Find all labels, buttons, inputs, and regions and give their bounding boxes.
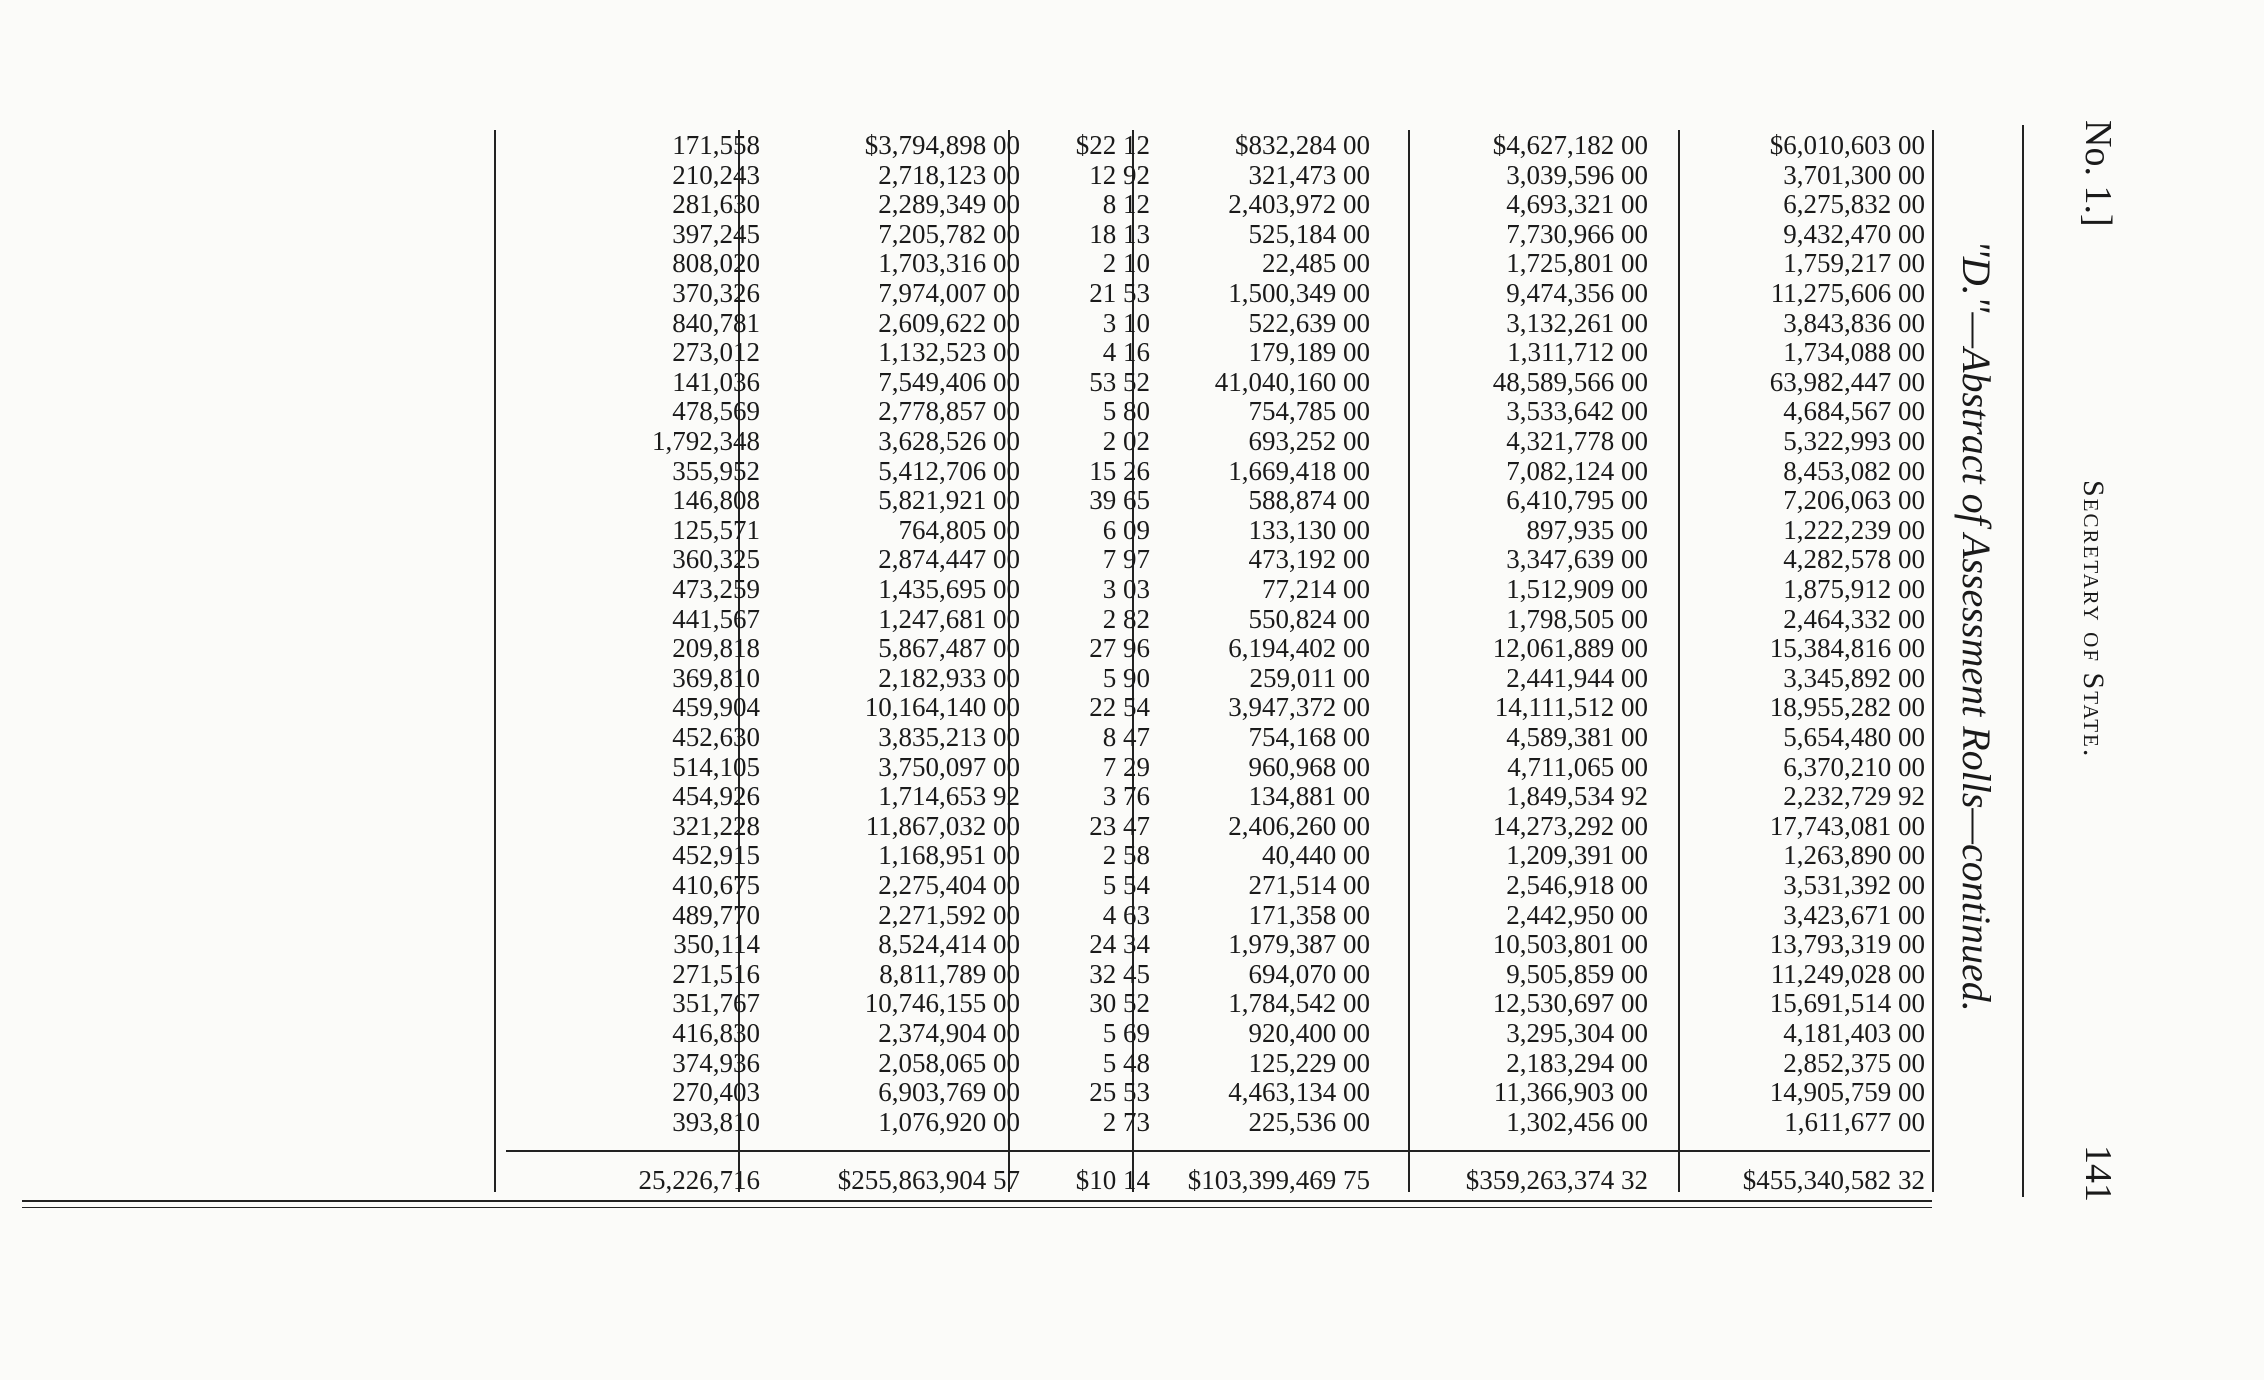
table-row xyxy=(50,189,1940,219)
per-acre-cell: 3 03 xyxy=(1102,574,1150,604)
per-acre-cell: 53 52 xyxy=(1089,366,1150,397)
table-row xyxy=(50,1018,1940,1048)
running-head: Secretary of State. xyxy=(2077,480,2110,759)
table-row xyxy=(50,456,1940,486)
land-value-cell: 11,867,032 00 xyxy=(865,810,1020,841)
land-value-cell: 2,182,933 00 xyxy=(878,662,1020,693)
equalized-value-cell: 13,793,319 00 xyxy=(1769,929,1925,960)
equalized-value-cell: 1,263,890 00 xyxy=(1783,840,1925,871)
table-row xyxy=(50,663,1940,693)
per-acre-cell: 7 29 xyxy=(1102,751,1150,782)
personal-property-cell: 134,881 00 xyxy=(1248,781,1370,812)
equalized-value-cell: 5,654,480 00 xyxy=(1783,722,1925,752)
acres-cell: 210,243 xyxy=(672,159,760,190)
personal-property-cell: 133,130 00 xyxy=(1248,514,1370,545)
total-valuation-cell: 1,311,712 00 xyxy=(1507,337,1648,368)
land-value-cell: 2,289,349 00 xyxy=(878,189,1020,220)
acres-cell: 452,915 xyxy=(672,840,760,871)
per-acre-cell: 8 12 xyxy=(1102,189,1150,220)
personal-property-cell: $832,284 00 xyxy=(1235,130,1370,160)
table-row xyxy=(50,692,1940,722)
equalized-value-cell: 5,322,993 00 xyxy=(1783,426,1925,456)
personal-property-cell: 1,784,542 00 xyxy=(1228,988,1370,1019)
per-acre-cell: 39 65 xyxy=(1089,485,1150,516)
equalized-value-cell: 15,691,514 00 xyxy=(1769,988,1925,1019)
acres-cell: 514,105 xyxy=(672,751,760,782)
table-row xyxy=(50,988,1940,1018)
land-value-cell: $3,794,898 00 xyxy=(864,130,1020,160)
table-row xyxy=(50,752,1940,782)
equalized-value-cell: 2,852,375 00 xyxy=(1783,1047,1925,1078)
acres-cell: 271,516 xyxy=(672,958,760,989)
personal-property-cell: 179,189 00 xyxy=(1248,337,1370,368)
personal-property-cell: 1,979,387 00 xyxy=(1228,929,1370,960)
total-valuation-cell: 3,039,596 00 xyxy=(1506,159,1648,190)
personal-property-cell: 1,669,418 00 xyxy=(1228,455,1370,486)
personal-property-cell: 693,252 00 xyxy=(1248,426,1370,456)
per-acre-cell: 3 76 xyxy=(1102,781,1150,812)
equalized-value-cell: 1,734,088 00 xyxy=(1783,337,1925,368)
bottom-rule xyxy=(22,1207,1932,1208)
acres-cell: 840,781 xyxy=(672,307,760,338)
total-valuation-cell: 3,533,642 00 xyxy=(1506,396,1648,427)
total-valuation-cell: 2,441,944 00 xyxy=(1506,662,1648,693)
table-row xyxy=(50,308,1940,338)
acres-cell: 808,020 xyxy=(672,248,760,279)
total-equalized: $455,340,582 32 xyxy=(1742,1165,1925,1195)
table-row xyxy=(50,396,1940,426)
acres-cell: 355,952 xyxy=(672,455,760,486)
personal-property-cell: 6,194,402 00 xyxy=(1228,633,1370,664)
personal-property-cell: 125,229 00 xyxy=(1248,1047,1370,1078)
total-valuation-cell: 1,302,456 00 xyxy=(1506,1106,1648,1137)
total-row xyxy=(50,1165,1940,1195)
personal-property-cell: 522,639 00 xyxy=(1248,307,1370,338)
acres-cell: 459,904 xyxy=(672,692,760,723)
equalized-value-cell: 6,370,210 00 xyxy=(1783,751,1925,782)
acres-cell: 393,810 xyxy=(672,1106,760,1137)
acres-cell: 370,326 xyxy=(672,278,760,308)
land-value-cell: 5,867,487 00 xyxy=(878,633,1020,664)
land-value-cell: 1,435,695 00 xyxy=(878,574,1020,604)
per-acre-cell: 30 52 xyxy=(1089,988,1150,1019)
per-acre-cell: 2 58 xyxy=(1102,840,1150,871)
acres-cell: 489,770 xyxy=(672,899,760,930)
land-value-cell: 6,903,769 00 xyxy=(878,1077,1020,1108)
total-valuation-cell: 12,061,889 00 xyxy=(1492,633,1648,664)
land-value-cell: 2,275,404 00 xyxy=(878,870,1020,900)
personal-property-cell: 754,785 00 xyxy=(1248,396,1370,427)
acres-cell: 478,569 xyxy=(672,396,760,427)
land-value-cell: 5,821,921 00 xyxy=(878,485,1020,516)
table-row xyxy=(50,633,1940,663)
acres-cell: 360,325 xyxy=(672,544,760,575)
total-valuation-cell: 7,082,124 00 xyxy=(1506,455,1648,486)
equalized-value-cell: 18,955,282 00 xyxy=(1769,692,1925,723)
table-row xyxy=(50,219,1940,249)
personal-property-cell: 550,824 00 xyxy=(1248,603,1370,634)
per-acre-cell: 15 26 xyxy=(1089,455,1150,486)
total-valuation-cell: 14,111,512 00 xyxy=(1494,692,1648,723)
table-row xyxy=(50,840,1940,870)
equalized-value-cell: 3,531,392 00 xyxy=(1783,870,1925,900)
personal-property-cell: 271,514 00 xyxy=(1248,870,1370,900)
equalized-value-cell: 7,206,063 00 xyxy=(1783,485,1925,516)
equalized-value-cell: $6,010,603 00 xyxy=(1769,130,1925,160)
per-acre-cell: 4 16 xyxy=(1102,337,1150,368)
table-row xyxy=(50,1107,1940,1137)
land-value-cell: 2,374,904 00 xyxy=(878,1018,1020,1048)
per-acre-cell: 12 92 xyxy=(1089,159,1150,190)
land-value-cell: 3,750,097 00 xyxy=(878,751,1020,782)
land-value-cell: 1,132,523 00 xyxy=(878,337,1020,368)
table-row xyxy=(50,278,1940,308)
total-valuation-cell: 3,132,261 00 xyxy=(1506,307,1648,338)
personal-property-cell: 77,214 00 xyxy=(1262,574,1370,604)
equalized-value-cell: 11,249,028 00 xyxy=(1770,958,1925,989)
acres-cell: 452,630 xyxy=(672,722,760,752)
acres-cell: 374,936 xyxy=(672,1047,760,1078)
equalized-value-cell: 11,275,606 00 xyxy=(1770,278,1925,308)
equalized-value-cell: 1,611,677 00 xyxy=(1784,1106,1925,1137)
land-value-cell: 10,746,155 00 xyxy=(864,988,1020,1019)
personal-property-cell: 321,473 00 xyxy=(1248,159,1370,190)
table-row xyxy=(50,1048,1940,1078)
total-valuation-cell: 6,410,795 00 xyxy=(1506,485,1648,516)
land-value-cell: 7,549,406 00 xyxy=(878,366,1020,397)
total-valuation-cell: 2,183,294 00 xyxy=(1506,1047,1648,1078)
total-valuation-cell: 2,546,918 00 xyxy=(1506,870,1648,900)
total-valuation-cell: 1,798,505 00 xyxy=(1506,603,1648,634)
equalized-value-cell: 2,464,332 00 xyxy=(1783,603,1925,634)
acres-cell: 273,012 xyxy=(672,337,760,368)
per-acre-cell: 8 47 xyxy=(1102,722,1150,752)
total-valuation-cell: $4,627,182 00 xyxy=(1492,130,1648,160)
per-acre-cell: 5 48 xyxy=(1102,1047,1150,1078)
personal-property-cell: 2,406,260 00 xyxy=(1228,810,1370,841)
per-acre-cell: 32 45 xyxy=(1089,958,1150,989)
land-value-cell: 1,247,681 00 xyxy=(878,603,1020,634)
per-acre-cell: 24 34 xyxy=(1089,929,1150,960)
total-valuation-cell: 1,849,534 92 xyxy=(1506,781,1648,812)
land-value-cell: 2,718,123 00 xyxy=(878,159,1020,190)
total-valuation-cell: 9,505,859 00 xyxy=(1506,958,1648,989)
total-valuation-cell: 1,209,391 00 xyxy=(1506,840,1648,871)
table-row xyxy=(50,160,1940,190)
table-row xyxy=(50,426,1940,456)
per-acre-cell: 5 69 xyxy=(1102,1018,1150,1048)
acres-cell: 171,558 xyxy=(672,130,760,160)
equalized-value-cell: 9,432,470 00 xyxy=(1783,218,1925,249)
land-value-cell: 3,835,213 00 xyxy=(878,722,1020,752)
total-valuation-cell: 7,730,966 00 xyxy=(1506,218,1648,249)
land-value-cell: 8,524,414 00 xyxy=(878,929,1020,960)
per-acre-cell: 6 09 xyxy=(1102,514,1150,545)
per-acre-cell: 2 02 xyxy=(1102,426,1150,456)
personal-property-cell: 588,874 00 xyxy=(1248,485,1370,516)
table-row xyxy=(50,485,1940,515)
personal-property-cell: 694,070 00 xyxy=(1248,958,1370,989)
per-acre-cell: 18 13 xyxy=(1089,218,1150,249)
equalized-value-cell: 1,875,912 00 xyxy=(1783,574,1925,604)
equalized-value-cell: 63,982,447 00 xyxy=(1769,366,1925,397)
total-land-value: $255,863,904 57 xyxy=(837,1165,1020,1195)
total-valuation-cell: 4,693,321 00 xyxy=(1506,189,1648,220)
equalized-value-cell: 3,345,892 00 xyxy=(1783,662,1925,693)
total-per-acre: $10 14 xyxy=(1075,1165,1150,1195)
acres-cell: 1,792,348 xyxy=(652,426,760,456)
land-value-cell: 8,811,789 00 xyxy=(879,958,1020,989)
personal-property-cell: 920,400 00 xyxy=(1248,1018,1370,1048)
personal-property-cell: 960,968 00 xyxy=(1248,751,1370,782)
per-acre-cell: 5 54 xyxy=(1102,870,1150,900)
equalized-value-cell: 8,453,082 00 xyxy=(1783,455,1925,486)
table-row xyxy=(50,900,1940,930)
acres-cell: 351,767 xyxy=(672,988,760,1019)
acres-cell: 125,571 xyxy=(672,514,760,545)
per-acre-cell: 2 82 xyxy=(1102,603,1150,634)
table-row xyxy=(50,574,1940,604)
equalized-value-cell: 3,701,300 00 xyxy=(1783,159,1925,190)
acres-cell: 270,403 xyxy=(672,1077,760,1108)
land-value-cell: 5,412,706 00 xyxy=(878,455,1020,486)
equalized-value-cell: 15,384,816 00 xyxy=(1769,633,1925,664)
personal-property-cell: 4,463,134 00 xyxy=(1228,1077,1370,1108)
equalized-value-cell: 4,181,403 00 xyxy=(1783,1018,1925,1048)
document-number: No. 1.] xyxy=(2077,120,2119,227)
land-value-cell: 1,168,951 00 xyxy=(878,840,1020,871)
land-value-cell: 764,805 00 xyxy=(898,514,1020,545)
per-acre-cell: 3 10 xyxy=(1102,307,1150,338)
land-value-cell: 7,974,007 00 xyxy=(878,278,1020,308)
table-row xyxy=(50,544,1940,574)
land-value-cell: 1,714,653 92 xyxy=(878,781,1020,812)
total-valuation-cell: 3,347,639 00 xyxy=(1506,544,1648,575)
acres-cell: 146,808 xyxy=(672,485,760,516)
acres-cell: 441,567 xyxy=(672,603,760,634)
per-acre-cell: $22 12 xyxy=(1075,130,1150,160)
table-row xyxy=(50,515,1940,545)
outer-rule xyxy=(2022,125,2024,1197)
acres-cell: 454,926 xyxy=(672,781,760,812)
personal-property-cell: 525,184 00 xyxy=(1248,218,1370,249)
table-row xyxy=(50,811,1940,841)
total-valuation-cell: 4,589,381 00 xyxy=(1506,722,1648,752)
per-acre-cell: 7 97 xyxy=(1102,544,1150,575)
per-acre-cell: 2 10 xyxy=(1102,248,1150,279)
equalized-value-cell: 6,275,832 00 xyxy=(1783,189,1925,220)
personal-property-cell: 754,168 00 xyxy=(1248,722,1370,752)
personal-property-cell: 3,947,372 00 xyxy=(1228,692,1370,723)
land-value-cell: 2,874,447 00 xyxy=(878,544,1020,575)
personal-property-cell: 2,403,972 00 xyxy=(1228,189,1370,220)
total-valuation-cell: 48,589,566 00 xyxy=(1492,366,1648,397)
page-number: 141 xyxy=(2077,1145,2119,1202)
table-row xyxy=(50,604,1940,634)
table-row xyxy=(50,722,1940,752)
table-row xyxy=(50,870,1940,900)
total-valuation-cell: 14,273,292 00 xyxy=(1492,810,1648,841)
total-personal: $103,399,469 75 xyxy=(1187,1165,1370,1195)
acres-cell: 473,259 xyxy=(672,574,760,604)
land-value-cell: 1,076,920 00 xyxy=(878,1106,1020,1137)
acres-cell: 410,675 xyxy=(672,870,760,900)
table-row xyxy=(50,929,1940,959)
equalized-value-cell: 4,282,578 00 xyxy=(1783,544,1925,575)
per-acre-cell: 21 53 xyxy=(1089,278,1150,308)
equalized-value-cell: 14,905,759 00 xyxy=(1769,1077,1925,1108)
total-total: $359,263,374 32 xyxy=(1465,1165,1648,1195)
personal-property-cell: 41,040,160 00 xyxy=(1214,366,1370,397)
equalized-value-cell: 3,423,671 00 xyxy=(1783,899,1925,930)
acres-cell: 209,818 xyxy=(672,633,760,664)
total-rule xyxy=(506,1150,1930,1152)
acres-cell: 397,245 xyxy=(672,218,760,249)
bottom-rule xyxy=(22,1200,1932,1202)
total-valuation-cell: 10,503,801 00 xyxy=(1492,929,1648,960)
equalized-value-cell: 1,759,217 00 xyxy=(1783,248,1925,279)
equalized-value-cell: 17,743,081 00 xyxy=(1769,810,1925,841)
total-valuation-cell: 3,295,304 00 xyxy=(1506,1018,1648,1048)
land-value-cell: 2,058,065 00 xyxy=(878,1047,1020,1078)
acres-cell: 281,630 xyxy=(672,189,760,220)
per-acre-cell: 5 90 xyxy=(1102,662,1150,693)
total-valuation-cell: 1,725,801 00 xyxy=(1506,248,1648,279)
acres-cell: 350,114 xyxy=(673,929,760,960)
per-acre-cell: 5 80 xyxy=(1102,396,1150,427)
total-valuation-cell: 2,442,950 00 xyxy=(1506,899,1648,930)
per-acre-cell: 2 73 xyxy=(1102,1106,1150,1137)
table-row xyxy=(50,337,1940,367)
per-acre-cell: 22 54 xyxy=(1089,692,1150,723)
total-valuation-cell: 4,321,778 00 xyxy=(1506,426,1648,456)
acres-cell: 369,810 xyxy=(672,662,760,693)
personal-property-cell: 473,192 00 xyxy=(1248,544,1370,575)
table-row xyxy=(50,248,1940,278)
personal-property-cell: 259,011 00 xyxy=(1249,662,1370,693)
table-row xyxy=(50,367,1940,397)
acres-cell: 141,036 xyxy=(672,366,760,397)
land-value-cell: 1,703,316 00 xyxy=(878,248,1020,279)
personal-property-cell: 22,485 00 xyxy=(1262,248,1370,279)
total-valuation-cell: 897,935 00 xyxy=(1526,514,1648,545)
table-title: "D."—Abstract of Assessment Rolls—continued. xyxy=(1954,240,1999,1012)
table-row xyxy=(50,959,1940,989)
per-acre-cell: 27 96 xyxy=(1089,633,1150,664)
personal-property-cell: 225,536 00 xyxy=(1248,1106,1370,1137)
total-acres: 25,226,716 xyxy=(638,1165,760,1195)
personal-property-cell: 171,358 00 xyxy=(1248,899,1370,930)
table-row xyxy=(50,1077,1940,1107)
total-valuation-cell: 9,474,356 00 xyxy=(1506,278,1648,308)
land-value-cell: 7,205,782 00 xyxy=(878,218,1020,249)
equalized-value-cell: 4,684,567 00 xyxy=(1783,396,1925,427)
total-valuation-cell: 4,711,065 00 xyxy=(1507,751,1648,782)
acres-cell: 321,228 xyxy=(672,810,760,841)
equalized-value-cell: 2,232,729 92 xyxy=(1783,781,1925,812)
total-valuation-cell: 1,512,909 00 xyxy=(1506,574,1648,604)
personal-property-cell: 40,440 00 xyxy=(1262,840,1370,871)
equalized-value-cell: 1,222,239 00 xyxy=(1783,514,1925,545)
acres-cell: 416,830 xyxy=(672,1018,760,1048)
total-valuation-cell: 12,530,697 00 xyxy=(1492,988,1648,1019)
equalized-value-cell: 3,843,836 00 xyxy=(1783,307,1925,338)
total-valuation-cell: 11,366,903 00 xyxy=(1493,1077,1648,1108)
land-value-cell: 10,164,140 00 xyxy=(864,692,1020,723)
table-row xyxy=(50,781,1940,811)
per-acre-cell: 23 47 xyxy=(1089,810,1150,841)
land-value-cell: 2,271,592 00 xyxy=(878,899,1020,930)
land-value-cell: 2,778,857 00 xyxy=(878,396,1020,427)
per-acre-cell: 25 53 xyxy=(1089,1077,1150,1108)
table-row xyxy=(50,130,1940,160)
per-acre-cell: 4 63 xyxy=(1102,899,1150,930)
personal-property-cell: 1,500,349 00 xyxy=(1228,278,1370,308)
land-value-cell: 3,628,526 00 xyxy=(878,426,1020,456)
land-value-cell: 2,609,622 00 xyxy=(878,307,1020,338)
